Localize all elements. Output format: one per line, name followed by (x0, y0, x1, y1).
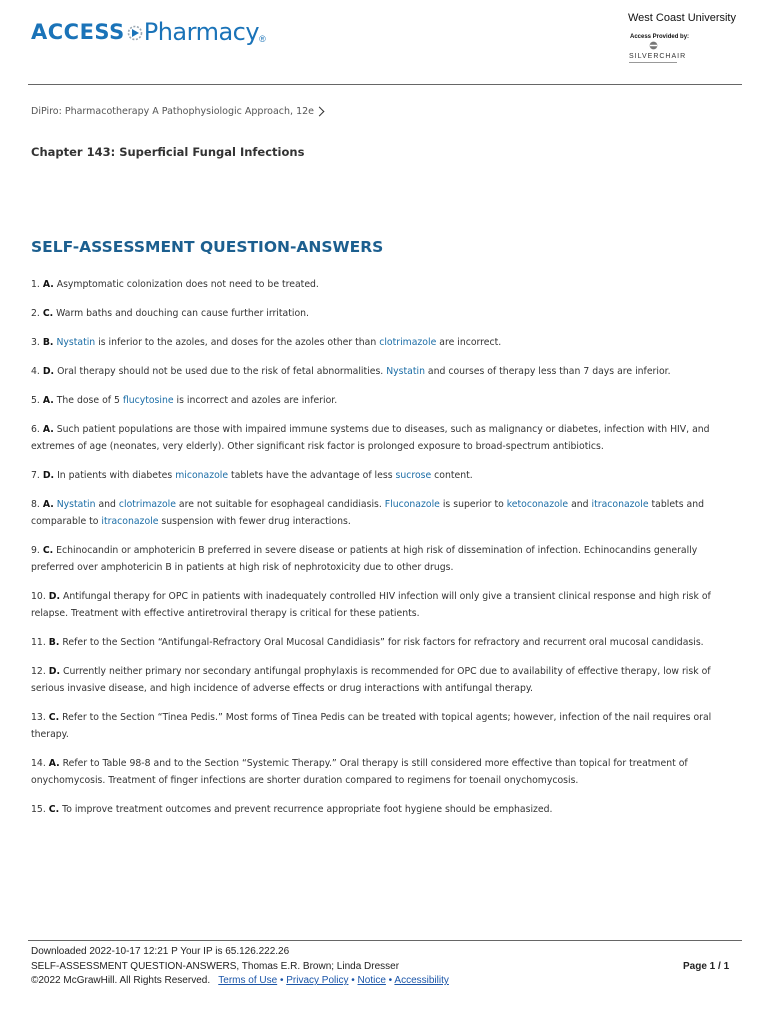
answer-text: tablets have the advantage of less (228, 470, 396, 481)
answer-text: Oral therapy should not be used due to the risk of fetal abnormalities. (57, 366, 387, 377)
answer-item (31, 334, 743, 351)
answer-text: Refer to Table 98-8 and to the Section “Systemic Therapy.” Oral therapy is still considered more effective than topical for treatment of onychomycosis. Treatment of finger infections are shorter duration compared to regimens for toenail onychomycosis. (31, 758, 688, 786)
section-title: SELF-ASSESSMENT QUESTION-ANSWERS (31, 238, 384, 256)
institution-name: West Coast University (628, 12, 736, 24)
answer-number: 12. (31, 666, 46, 677)
answer-letter: A. (42, 499, 54, 510)
answer-number: 15. (31, 804, 46, 815)
answer-letter: C. (48, 712, 60, 723)
answer-letter: B. (42, 337, 54, 348)
answer-text: and courses of therapy less than 7 days are inferior. (424, 366, 671, 377)
answer-text: To improve treatment outcomes and prevent recurrence appropriate foot hygiene should be emphasized. (62, 804, 553, 815)
answer-text: suspension with fewer drug interactions. (158, 516, 351, 527)
answer-number: 8. (31, 499, 40, 510)
answer-number: 7. (31, 470, 40, 481)
answer-letter: D. (42, 366, 55, 377)
gear-arrow-icon (127, 25, 143, 41)
logo-registered-mark: ® (259, 34, 266, 44)
answer-letter: D. (42, 470, 55, 481)
drug-link[interactable]: Nystatin (56, 337, 96, 348)
privacy-policy-link[interactable]: Privacy Policy (286, 975, 349, 986)
drug-link[interactable]: Nystatin (56, 499, 96, 510)
copyright-text: ©2022 McGrawHill. All Rights Reserved. (31, 975, 211, 986)
logo-access-text: ACCESS (31, 20, 125, 44)
answer-number: 1. (31, 279, 40, 290)
answer-text: is incorrect and azoles are inferior. (173, 395, 338, 406)
answer-text: The dose of 5 (56, 395, 123, 406)
answer-text: is inferior to the azoles, and doses for the azoles other than (95, 337, 380, 348)
drug-link[interactable]: miconazole (175, 470, 229, 481)
drug-link[interactable]: itraconazole (591, 499, 649, 510)
bullet-separator: • (277, 975, 287, 986)
answer-number: 10. (31, 591, 46, 602)
answer-item (31, 421, 743, 455)
answer-number: 14. (31, 758, 46, 769)
answer-item (31, 467, 743, 484)
drug-link[interactable]: flucytosine (122, 395, 174, 406)
terms-of-use-link[interactable]: Terms of Use (218, 975, 278, 986)
drug-link[interactable]: itraconazole (101, 516, 159, 527)
answer-text: are not suitable for esophageal candidiasis. (175, 499, 385, 510)
answer-letter: A. (42, 279, 54, 290)
provider-name: SILVERCHAIR (629, 53, 687, 60)
answer-item (31, 634, 743, 651)
answer-letter: D. (48, 591, 61, 602)
answer-letter: A. (42, 424, 54, 435)
bullet-separator: • (385, 975, 395, 986)
silverchair-logo-icon (649, 41, 658, 50)
answer-letter: B. (48, 637, 60, 648)
breadcrumb-book-link[interactable]: DiPiro: Pharmacotherapy A Pathophysiologic Approach, 12e (31, 106, 315, 117)
answer-text: is superior to (439, 499, 507, 510)
chapter-title: Chapter 143: Superficial Fungal Infections (31, 145, 305, 159)
answer-item (31, 588, 743, 622)
logo-pharmacy-text: Pharmacy (143, 18, 260, 46)
footer-legal (31, 975, 449, 986)
answer-item (31, 709, 743, 743)
answer-text: In patients with diabetes (57, 470, 176, 481)
provider-divider (629, 62, 677, 63)
notice-link[interactable]: Notice (357, 975, 386, 986)
answer-number: 3. (31, 337, 40, 348)
answer-text: tablets and comparable to (31, 499, 704, 527)
chevron-right-icon (315, 107, 325, 117)
page-number: Page 1 / 1 (683, 961, 730, 972)
answer-number: 11. (31, 637, 46, 648)
answer-item (31, 276, 743, 293)
header-divider (28, 84, 742, 85)
answer-letter: D. (48, 666, 61, 677)
answer-text: Asymptomatic colonization does not need to be treated. (56, 279, 319, 290)
answer-item (31, 496, 743, 530)
access-pharmacy-logo[interactable] (31, 12, 266, 52)
answer-number: 5. (31, 395, 40, 406)
citation-text: SELF-ASSESSMENT QUESTION-ANSWERS, Thomas E.R. Brown; Linda Dresser (31, 961, 400, 972)
answer-letter: C. (48, 804, 60, 815)
answer-text: and (95, 499, 119, 510)
footer-divider (28, 940, 742, 941)
breadcrumb[interactable] (31, 106, 323, 117)
answer-text: Refer to the Section “Antifungal-Refractory Oral Mucosal Candidiasis” for risk factors for refractory and recurrent oral mucosal candidasis. (62, 637, 704, 648)
drug-link[interactable]: Nystatin (386, 366, 425, 377)
answer-item (31, 755, 743, 789)
answer-item (31, 392, 743, 409)
answer-number: 9. (31, 545, 40, 556)
answer-text: Warm baths and douching can cause further irritation. (56, 308, 309, 319)
drug-link[interactable]: Fluconazole (384, 499, 440, 510)
answer-text: Refer to the Section “Tinea Pedis.” Most forms of Tinea Pedis can be treated with topical agents; however, infection of the nail requires oral therapy. (31, 712, 712, 740)
answer-text: Echinocandin or amphotericin B preferred in severe disease or patients at high risk of dissemination of infection. Echinocandins generally preferred over amphotericin B in patients at high risk of nephrotoxicity due to other drugs. (31, 545, 698, 573)
answer-letter: C. (42, 545, 54, 556)
answer-text: Currently neither primary nor secondary antifungal prophylaxis is recommended for OPC due to availability of effective therapy, low risk of serious invasive disease, and high incidence of adverse effects or drug interactions with antifungal therapy. (31, 666, 711, 694)
answer-text: and (568, 499, 592, 510)
answer-number: 2. (31, 308, 40, 319)
answer-item (31, 663, 743, 697)
bullet-separator: • (348, 975, 358, 986)
answer-item (31, 801, 743, 818)
drug-link[interactable]: clotrimazole (118, 499, 176, 510)
answer-number: 4. (31, 366, 40, 377)
answer-letter: C. (42, 308, 54, 319)
answer-number: 6. (31, 424, 40, 435)
accessibility-link[interactable]: Accessibility (394, 975, 449, 986)
drug-link[interactable]: clotrimazole (379, 337, 437, 348)
drug-link[interactable]: ketoconazole (506, 499, 569, 510)
answer-letter: A. (42, 395, 54, 406)
answer-list (31, 276, 743, 830)
answer-text: Such patient populations are those with impaired immune systems due to diseases, such as malignancy or diabetes, infection with HIV, and extremes of age (neonates, very elderly). Other significant risk factor is prolonged exposure to broad-spectrum antibiotics. (31, 424, 710, 452)
answer-item (31, 305, 743, 322)
answer-item (31, 542, 743, 576)
drug-link[interactable]: sucrose (395, 470, 432, 481)
answer-text: are incorrect. (436, 337, 502, 348)
answer-text: Antifungal therapy for OPC in patients with inadequately controlled HIV infection will only give a transient clinical response and high risk of relapse. Treatment with effective antiretroviral therapy is critical for these patients. (31, 591, 711, 619)
answer-number: 13. (31, 712, 46, 723)
answer-letter: A. (48, 758, 60, 769)
answer-item (31, 363, 743, 380)
answer-text: content. (431, 470, 473, 481)
download-info: Downloaded 2022-10-17 12:21 P Your IP is 65.126.222.26 (31, 946, 290, 957)
access-provided-by-label: Access Provided by: (630, 34, 690, 40)
